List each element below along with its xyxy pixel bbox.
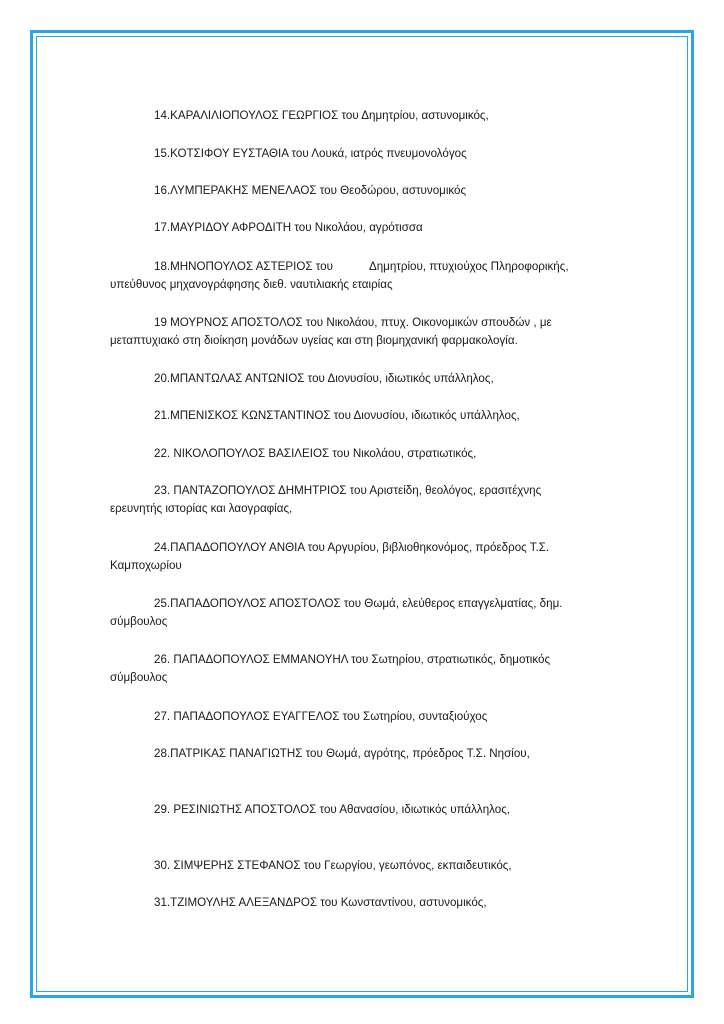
entry-line: 30. ΣΙΜΨΕΡΗΣ ΣΤΕΦΑΝΟΣ του Γεωργίου, γεωπόνος, εκπαιδευτικός, xyxy=(154,859,512,872)
list-item xyxy=(110,445,610,463)
list-item xyxy=(110,894,610,912)
entry-line: 22. ΝΙΚΟΛΟΠΟΥΛΟΣ ΒΑΣΙΛΕΙΟΣ του Νικολάου, στρατιωτικός, xyxy=(154,447,477,460)
list-item xyxy=(110,370,610,388)
entry-continuation: σύμβουλος xyxy=(110,671,168,684)
entry-line: 14.ΚΑΡΑΛΙΛΙΟΠΟΥΛΟΣ ΓΕΩΡΓΙΟΣ του Δημητρίου, αστυνομικός, xyxy=(154,109,489,122)
list-item xyxy=(110,107,610,125)
entry-line: 19 ΜΟΥΡΝΟΣ ΑΠΟΣΤΟΛΟΣ του Νικολάου, πτυχ. Οικονομικών σπουδών , με xyxy=(154,316,552,329)
entry-line: 23. ΠΑΝΤΑΖΟΠΟΥΛΟΣ ΔΗΜΗΤΡΙΟΣ του Αριστείδη, θεολόγος, ερασιτέχνης xyxy=(154,484,542,497)
entry-line: 28.ΠΑΤΡΙΚΑΣ ΠΑΝΑΓΙΩΤΗΣ του Θωμά, αγρότης, πρόεδρος Τ.Σ. Νησίου, xyxy=(154,747,530,760)
entry-line-part: Δημητρίου, πτυχιούχος Πληροφορικής, xyxy=(368,260,569,273)
list-item xyxy=(110,482,610,518)
entry-continuation: μεταπτυχιακό στη διοίκηση μονάδων υγείας και στη βιομηχανική φαρμακολογία. xyxy=(110,334,518,347)
list-item xyxy=(110,745,610,763)
entry-continuation: υπεύθυνος μηχανογράφησης διεθ. ναυτιλιακής εταιρίας xyxy=(110,278,393,291)
entry-line: 15.ΚΟΤΣΙΦΟΥ ΕΥΣΤΑΘΙΑ του Λουκά, ιατρός πνευμονολόγος xyxy=(154,147,467,160)
entry-continuation: σύμβουλος xyxy=(110,615,168,628)
list-item xyxy=(110,801,610,819)
entry-line: 29. ΡΕΣΙΝΙΩΤΗΣ ΑΠΟΣΤΟΛΟΣ του Αθανασίου, ιδιωτικός υπάλληλος, xyxy=(154,803,511,816)
list-item xyxy=(110,708,610,726)
list-item xyxy=(110,182,610,200)
list-item xyxy=(110,857,610,875)
entry-line: 16.ΛΥΜΠΕΡΑΚΗΣ ΜΕΝΕΛΑΟΣ του Θεοδώρου, αστυνομικός xyxy=(154,184,467,197)
list-item xyxy=(110,258,610,294)
list-item xyxy=(110,595,610,631)
list-item xyxy=(110,407,610,425)
list-item xyxy=(110,145,610,163)
list-item xyxy=(110,539,610,575)
entry-line: 27. ΠΑΠΑΔΟΠΟΥΛΟΣ ΕΥΑΓΓΕΛΟΣ του Σωτηρίου, συνταξιούχος xyxy=(154,710,488,723)
entry-line: 20.ΜΠΑΝΤΩΛΑΣ ΑΝΤΩΝΙΟΣ του Διονυσίου, ιδιωτικός υπάλληλος, xyxy=(154,372,494,385)
entry-continuation: Καμποχωρίου xyxy=(110,559,182,572)
entry-line: 17.ΜΑΥΡΙΔΟΥ ΑΦΡΟΔΙΤΗ του Νικολάου, αγρότισσα xyxy=(154,221,423,234)
entry-line: 31.ΤΖΙΜΟΥΛΗΣ ΑΛΕΞΑΝΔΡΟΣ του Κωνσταντίνου, αστυνομικός, xyxy=(154,896,487,909)
entry-line: 26. ΠΑΠΑΔΟΠΟΥΛΟΣ ΕΜΜΑΝΟΥΗΛ του Σωτηρίου, στρατιωτικός, δημοτικός xyxy=(154,653,551,666)
entry-line-part: 18.ΜΗΝΟΠΟΥΛΟΣ ΑΣΤΕΡΙΟΣ του xyxy=(154,260,333,273)
entry-line xyxy=(110,258,610,276)
entry-continuation: ερευνητής ιστορίας και λαογραφίας, xyxy=(110,502,293,515)
entry-line: 21.ΜΠΕΝΙΣΚΟΣ ΚΩΝΣΤΑΝΤΙΝΟΣ του Διονυσίου, ιδιωτικός υπάλληλος, xyxy=(154,409,520,422)
entry-line: 25.ΠΑΠΑΔΟΠΟΥΛΟΣ ΑΠΟΣΤΟΛΟΣ του Θωμά, ελεύθερος επαγγελματίας, δημ. xyxy=(154,597,563,610)
entry-line: 24.ΠΑΠΑΔΟΠΟΥΛΟΥ ΑΝΘΙΑ του Αργυρίου, βιβλιοθηκονόμος, πρόεδρος Τ.Σ. xyxy=(154,541,550,554)
list-item xyxy=(110,651,610,687)
list-item xyxy=(110,314,610,350)
list-item xyxy=(110,219,610,237)
